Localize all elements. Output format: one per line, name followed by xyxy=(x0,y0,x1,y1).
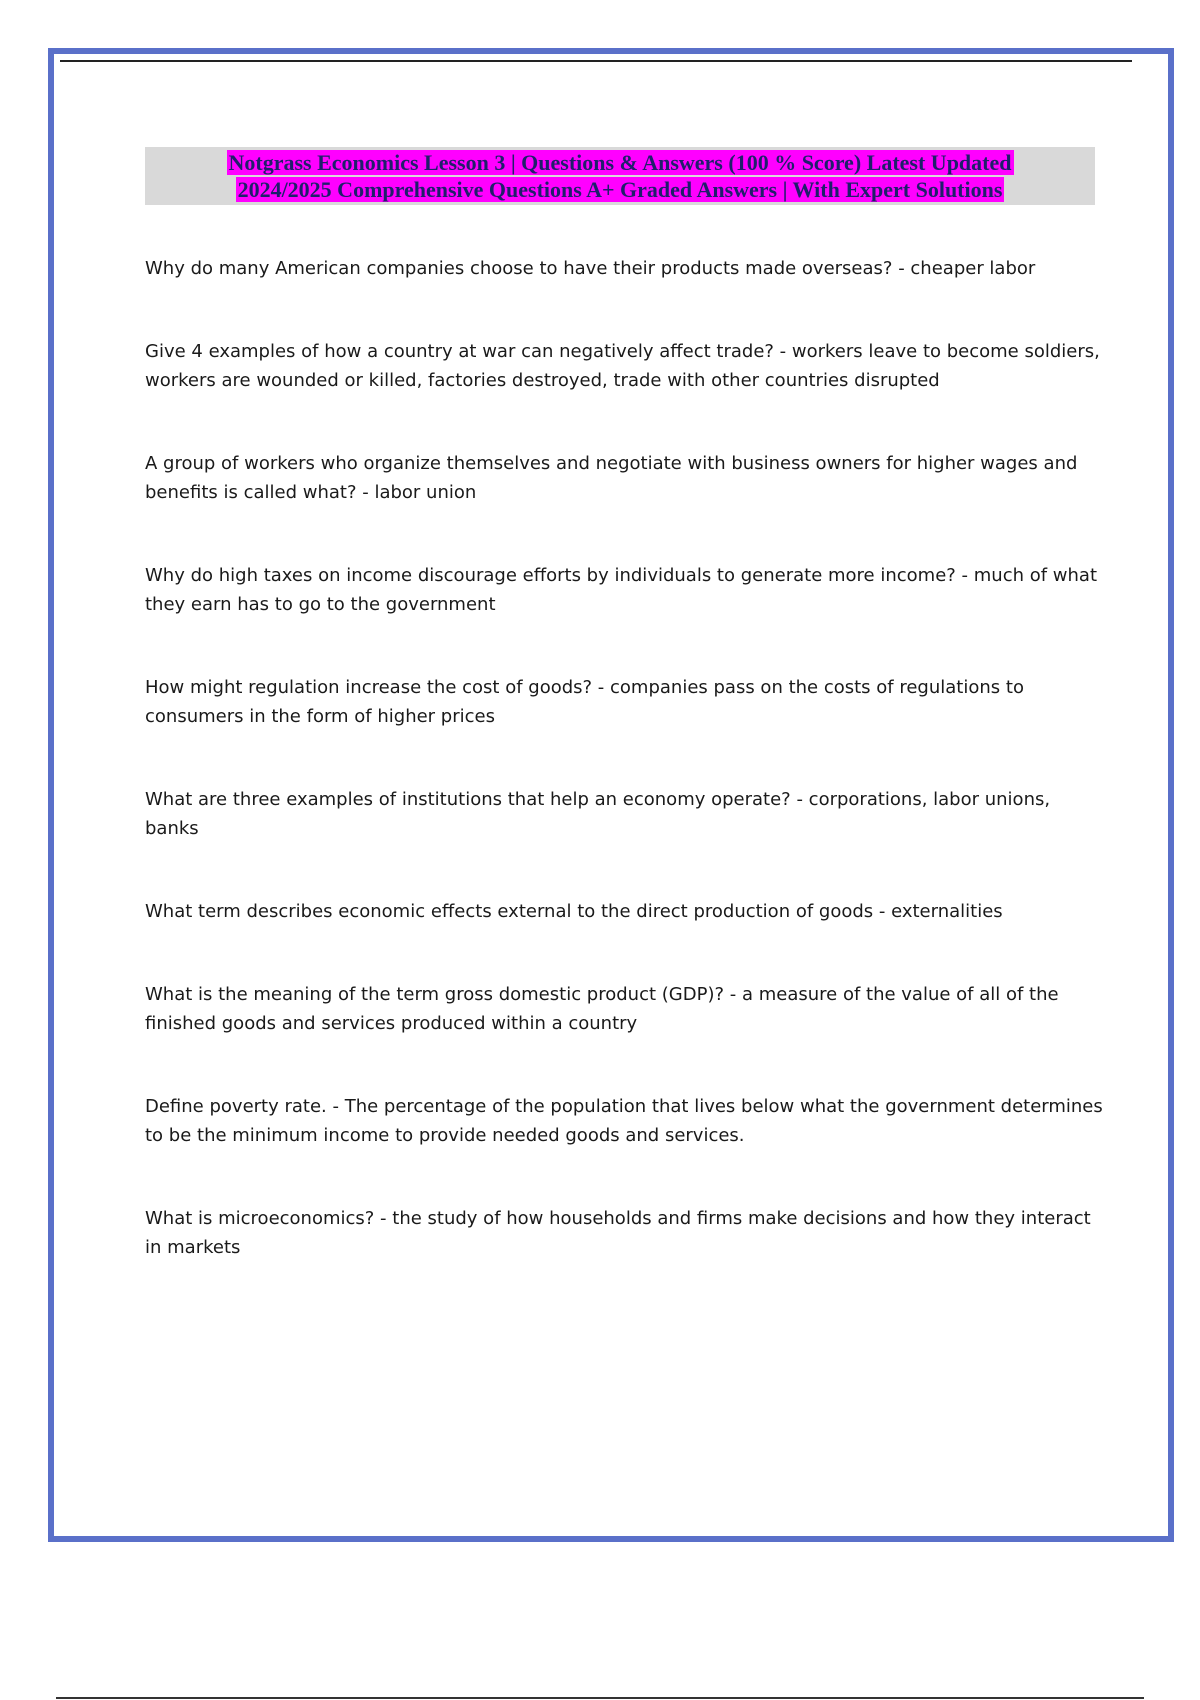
document-title-line-1: Notgrass Economics Lesson 3 | Questions & Answers (100 % Score) Latest Updated xyxy=(228,150,1012,175)
qa-item: What are three examples of institutions that help an economy operate? - corporations, labor unions, banks xyxy=(145,789,1051,839)
qa-item: What term describes economic effects external to the direct production of goods - externalities xyxy=(145,901,1003,922)
document-page xyxy=(48,48,1174,1542)
page-top-rule xyxy=(60,60,1132,62)
qa-list xyxy=(145,254,1105,1262)
qa-item: A group of workers who organize themselves and negotiate with business owners for higher wages and benefits is called what? - labor union xyxy=(145,453,1078,503)
next-page-top-rule xyxy=(56,1697,1144,1699)
qa-item: Why do many American companies choose to have their products made overseas? - cheaper labor xyxy=(145,258,1036,279)
document-title-line-2: 2024/2025 Comprehensive Questions A+ Graded Answers | With Expert Solutions xyxy=(237,177,1003,202)
qa-item: What is microeconomics? - the study of how households and firms make decisions and how they interact in markets xyxy=(145,1208,1091,1258)
qa-item: What is the meaning of the term gross domestic product (GDP)? - a measure of the value of all of the finished goods and services produced within a country xyxy=(145,984,1059,1034)
qa-item: How might regulation increase the cost of goods? - companies pass on the costs of regulations to consumers in the form of higher prices xyxy=(145,677,1024,727)
qa-item: Give 4 examples of how a country at war can negatively affect trade? - workers leave to become soldiers, workers are wounded or killed, factories destroyed, trade with other countries disrupted xyxy=(145,341,1100,391)
document-title-block xyxy=(145,147,1095,205)
qa-item: Why do high taxes on income discourage efforts by individuals to generate more income? - much of what they earn has to go to the government xyxy=(145,565,1098,615)
qa-item: Define poverty rate. - The percentage of the population that lives below what the government determines to be the minimum income to provide needed goods and services. xyxy=(145,1096,1103,1146)
